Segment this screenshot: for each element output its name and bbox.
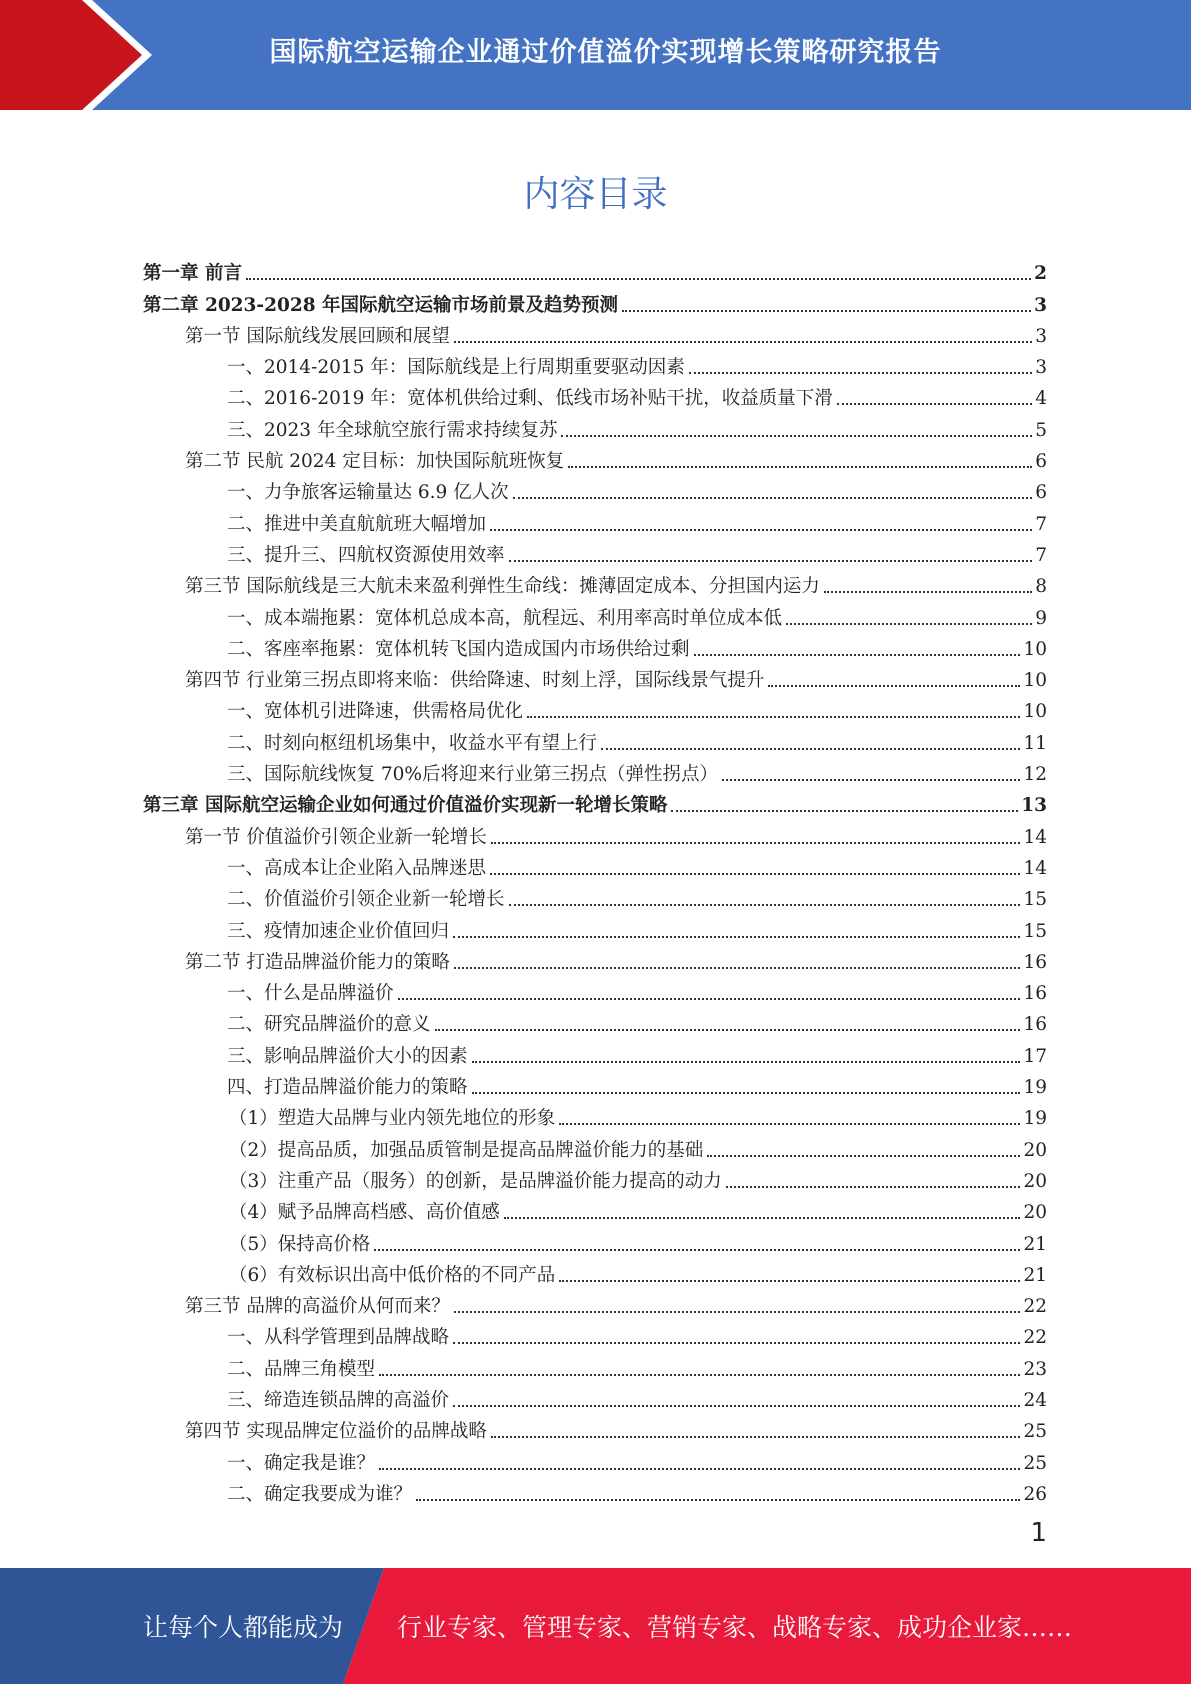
toc-entry[interactable] [143, 1412, 1047, 1443]
table-of-contents [143, 254, 1047, 1506]
toc-entry-page: 24 [1023, 1389, 1047, 1411]
toc-dot-leader [707, 1155, 1020, 1157]
toc-entry-title: 二、价值溢价引领企业新一轮增长 [227, 889, 505, 911]
toc-entry-page: 7 [1035, 513, 1047, 535]
toc-entry-page: 20 [1023, 1139, 1047, 1161]
toc-entry[interactable] [143, 1036, 1047, 1067]
toc-entry-title: 第四节 实现品牌定位溢价的品牌战略 [185, 1421, 487, 1443]
toc-entry-page: 21 [1023, 1264, 1047, 1286]
toc-entry-title: 一、从科学管理到品牌战略 [227, 1327, 450, 1349]
toc-entry-title: 二、客座率拖累：宽体机转飞国内造成国内市场供给过剩 [227, 638, 690, 660]
toc-entry[interactable] [143, 536, 1047, 567]
toc-entry[interactable] [143, 1068, 1047, 1099]
toc-dot-leader [559, 1123, 1020, 1125]
toc-entry-page: 22 [1023, 1296, 1047, 1318]
toc-dot-leader [601, 748, 1020, 750]
toc-entry[interactable] [143, 692, 1047, 723]
toc-entry-title: （3）注重产品（服务）的创新，是品牌溢价能力提高的动力 [229, 1170, 722, 1192]
toc-entry-page: 19 [1023, 1077, 1047, 1099]
toc-dot-leader [568, 466, 1032, 468]
toc-dot-leader [622, 310, 1031, 312]
toc-entry-page: 10 [1023, 701, 1047, 723]
toc-entry-page: 10 [1023, 638, 1047, 660]
toc-entry[interactable] [143, 1443, 1047, 1474]
footer-slogan-left: 让每个人都能成为 [143, 1613, 344, 1642]
toc-entry-page: 6 [1035, 451, 1047, 473]
toc-heading: 内容目录 [523, 174, 668, 215]
toc-entry-title: 第一章 前言 [143, 263, 242, 285]
toc-entry-page: 8 [1035, 576, 1047, 598]
toc-entry-page: 22 [1023, 1327, 1047, 1349]
toc-entry-title: （2）提高品质，加强品质管制是提高品牌溢价能力的基础 [229, 1139, 704, 1161]
toc-entry-page: 12 [1023, 764, 1047, 786]
toc-dot-leader [379, 1468, 1020, 1470]
toc-entry-title: 二、时刻向枢纽机场集中，收益水平有望上行 [227, 732, 598, 754]
toc-entry-title: 第三节 国际航线是三大航未来盈利弹性生命线：摊薄固定成本、分担国内运力 [185, 576, 820, 598]
toc-dot-leader [472, 1092, 1021, 1094]
toc-entry-title: 一、确定我是谁？ [227, 1452, 376, 1474]
toc-dot-leader [435, 1029, 1021, 1031]
toc-entry-title: 一、力争旅客运输量达 6.9 亿人次 [227, 482, 509, 504]
toc-entry-page: 10 [1023, 670, 1047, 692]
toc-entry-page: 14 [1023, 857, 1047, 879]
toc-entry[interactable] [143, 348, 1047, 379]
toc-entry-title: 三、2023 年全球航空旅行需求持续复苏 [227, 419, 558, 441]
toc-entry[interactable] [143, 911, 1047, 942]
toc-dot-leader [398, 998, 1021, 1000]
toc-entry-title: 一、宽体机引进降速，供需格局优化 [227, 701, 524, 723]
toc-entry-title: 三、国际航线恢复 70%后将迎来行业第三拐点（弹性拐点） [227, 764, 719, 786]
toc-entry-page: 15 [1023, 920, 1047, 942]
toc-dot-leader [246, 278, 1031, 280]
toc-dot-leader [379, 1374, 1020, 1376]
toc-dot-leader [509, 904, 1021, 906]
toc-entry[interactable] [143, 755, 1047, 786]
toc-entry[interactable] [143, 1099, 1047, 1130]
toc-dot-leader [694, 654, 1021, 656]
toc-dot-leader [490, 529, 1032, 531]
toc-entry-page: 21 [1023, 1233, 1047, 1255]
toc-entry[interactable] [143, 817, 1047, 848]
toc-entry[interactable] [143, 442, 1047, 473]
toc-entry-page: 19 [1023, 1108, 1047, 1130]
toc-entry-title: 一、成本端拖累：宽体机总成本高，航程远、利用率高时单位成本低 [227, 607, 783, 629]
toc-entry-page: 2 [1034, 263, 1047, 285]
toc-entry-title: 四、打造品牌溢价能力的策略 [227, 1077, 468, 1099]
toc-dot-leader [786, 623, 1032, 625]
toc-dot-leader [453, 1342, 1020, 1344]
toc-dot-leader [490, 873, 1020, 875]
toc-dot-leader [689, 372, 1032, 374]
toc-entry[interactable] [143, 1287, 1047, 1318]
toc-entry[interactable] [143, 254, 1047, 285]
toc-entry[interactable] [143, 1224, 1047, 1255]
toc-entry-page: 23 [1023, 1358, 1047, 1380]
footer-banner [0, 1568, 1191, 1684]
toc-dot-leader [671, 810, 1018, 812]
toc-dot-leader [722, 779, 1020, 781]
toc-dot-leader [824, 591, 1032, 593]
toc-dot-leader [454, 1311, 1021, 1313]
toc-entry-title: 一、2014-2015 年：国际航线是上行周期重要驱动因素 [227, 357, 685, 379]
toc-entry-title: 二、品牌三角模型 [227, 1358, 376, 1380]
toc-entry[interactable] [143, 285, 1047, 316]
toc-entry[interactable] [143, 1256, 1047, 1287]
toc-entry-title: 一、什么是品牌溢价 [227, 983, 394, 1005]
toc-dot-leader [453, 1405, 1020, 1407]
toc-entry-page: 5 [1035, 419, 1047, 441]
toc-entry-title: 三、缔造连锁品牌的高溢价 [227, 1389, 450, 1411]
toc-entry-page: 25 [1023, 1421, 1047, 1443]
toc-entry-page: 13 [1021, 795, 1047, 817]
toc-dot-leader [504, 1217, 1021, 1219]
toc-entry-page: 11 [1023, 732, 1047, 754]
toc-dot-leader [491, 842, 1021, 844]
toc-entry[interactable] [143, 1193, 1047, 1224]
toc-entry[interactable] [143, 849, 1047, 880]
toc-entry[interactable] [143, 598, 1047, 629]
toc-entry-page: 3 [1035, 357, 1047, 379]
toc-dot-leader [527, 716, 1020, 718]
toc-dot-leader [454, 341, 1032, 343]
toc-entry-title: （6）有效标识出高中低价格的不同产品 [229, 1264, 556, 1286]
toc-entry-page: 17 [1023, 1045, 1047, 1067]
toc-entry-page: 14 [1023, 826, 1047, 848]
toc-entry[interactable] [143, 974, 1047, 1005]
toc-entry-title: 第三节 品牌的高溢价从何而来？ [185, 1296, 450, 1318]
toc-entry-title: （4）赋予品牌高档感、高价值感 [229, 1202, 500, 1224]
toc-entry[interactable] [143, 1005, 1047, 1036]
header-arrow-graphic [0, 0, 160, 110]
toc-entry-page: 26 [1023, 1483, 1047, 1505]
toc-entry-title: 二、确定我要成为谁？ [227, 1483, 413, 1505]
toc-dot-leader [472, 1061, 1021, 1063]
toc-entry-title: 三、疫情加速企业价值回归 [227, 920, 450, 942]
toc-entry-page: 20 [1023, 1202, 1047, 1224]
toc-entry-page: 3 [1035, 325, 1047, 347]
toc-entry-title: 第四节 行业第三拐点即将来临：供给降速、时刻上浮，国际线景气提升 [185, 670, 765, 692]
toc-entry-page: 9 [1035, 607, 1047, 629]
toc-entry-page: 16 [1023, 983, 1047, 1005]
toc-entry-page: 6 [1035, 482, 1047, 504]
toc-dot-leader [513, 497, 1033, 499]
toc-dot-leader [454, 967, 1021, 969]
toc-entry-title: 三、提升三、四航权资源使用效率 [227, 544, 505, 566]
toc-entry-page: 16 [1023, 951, 1047, 973]
toc-entry-title: 第一节 价值溢价引领企业新一轮增长 [185, 826, 487, 848]
toc-entry-title: （1）塑造大品牌与业内领先地位的形象 [229, 1108, 556, 1130]
toc-entry-title: 第一节 国际航线发展回顾和展望 [185, 325, 450, 347]
toc-entry[interactable] [143, 1381, 1047, 1412]
toc-dot-leader [453, 936, 1020, 938]
toc-entry[interactable] [143, 1349, 1047, 1380]
toc-entry-title: 第二章 2023-2028 年国际航空运输市场前景及趋势预测 [143, 294, 619, 316]
toc-entry-title: 二、2016-2019 年：宽体机供给过剩、低线市场补贴干扰，收益质量下滑 [227, 388, 833, 410]
toc-dot-leader [509, 560, 1033, 562]
toc-entry[interactable] [143, 630, 1047, 661]
footer-slogan-right: 行业专家、管理专家、营销专家、战略专家、成功企业家…… [397, 1613, 1073, 1642]
toc-dot-leader [559, 1280, 1020, 1282]
toc-entry-page: 15 [1023, 889, 1047, 911]
toc-entry-title: 第三章 国际航空运输企业如何通过价值溢价实现新一轮增长策略 [143, 795, 668, 817]
toc-dot-leader [726, 1186, 1021, 1188]
toc-entry[interactable] [143, 1162, 1047, 1193]
toc-entry[interactable] [143, 1130, 1047, 1161]
toc-entry-title: 三、影响品牌溢价大小的因素 [227, 1045, 468, 1067]
toc-dot-leader [768, 685, 1020, 687]
toc-entry[interactable] [143, 567, 1047, 598]
toc-entry[interactable] [143, 379, 1047, 410]
toc-entry-page: 3 [1034, 294, 1047, 316]
toc-dot-leader [374, 1249, 1020, 1251]
toc-entry-title: 第二节 民航 2024 定目标：加快国际航班恢复 [185, 451, 565, 473]
toc-entry-title: 二、推进中美直航航班大幅增加 [227, 513, 487, 535]
toc-entry-title: （5）保持高价格 [229, 1233, 371, 1255]
toc-entry[interactable] [143, 317, 1047, 348]
toc-dot-leader [491, 1436, 1021, 1438]
page-number: 1 [1030, 1518, 1047, 1548]
toc-entry[interactable] [143, 504, 1047, 535]
toc-dot-leader [416, 1499, 1020, 1501]
toc-entry[interactable] [143, 661, 1047, 692]
toc-dot-leader [837, 403, 1032, 405]
toc-entry-page: 7 [1035, 544, 1047, 566]
toc-entry[interactable] [143, 786, 1047, 817]
toc-entry-page: 25 [1023, 1452, 1047, 1474]
toc-entry-title: 第二节 打造品牌溢价能力的策略 [185, 951, 450, 973]
toc-entry-page: 4 [1035, 388, 1047, 410]
toc-entry[interactable] [143, 943, 1047, 974]
toc-entry[interactable] [143, 473, 1047, 504]
toc-entry-title: 一、高成本让企业陷入品牌迷思 [227, 857, 487, 879]
toc-entry[interactable] [143, 880, 1047, 911]
toc-entry-title: 二、研究品牌溢价的意义 [227, 1014, 431, 1036]
toc-dot-leader [561, 435, 1032, 437]
toc-entry[interactable] [143, 723, 1047, 754]
toc-entry[interactable] [143, 1318, 1047, 1349]
header-banner [0, 0, 1191, 110]
toc-entry[interactable] [143, 1475, 1047, 1506]
toc-entry-page: 16 [1023, 1014, 1047, 1036]
toc-entry[interactable] [143, 410, 1047, 441]
toc-entry-page: 20 [1023, 1170, 1047, 1192]
report-title: 国际航空运输企业通过价值溢价实现增长策略研究报告 [269, 37, 942, 68]
